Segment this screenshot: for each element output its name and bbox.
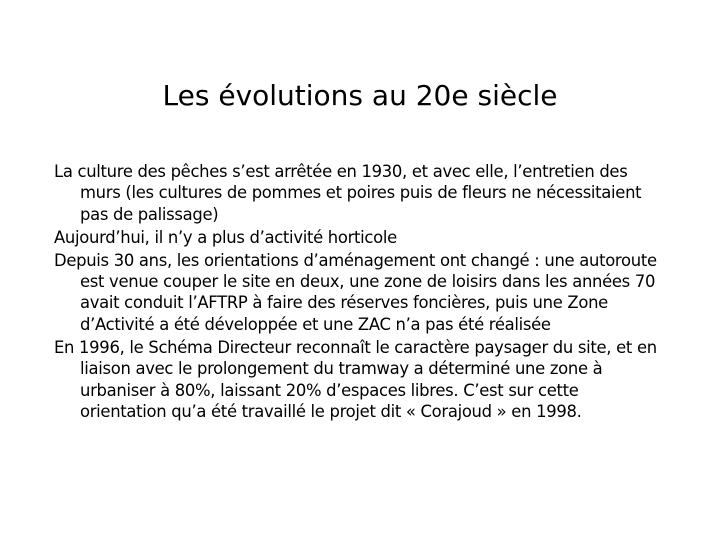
paragraph-master-plan-1996: En 1996, le Schéma Directeur reconnaît le caractère paysager du site, et en liaison avec le prolongement du tramway a déterminé une zone à urbaniser à 80%, laissant 20% d’espaces libres. C’est sur cette orientation qu’a été travaillé le projet dit « Corajoud » en 1998. [54,337,657,421]
paragraph-peach-cultivation: La culture des pêches s’est arrêtée en 1930, et avec elle, l’entretien des murs (les cultures de pommes et poires puis de fleurs ne nécessitaient pas de palissage) [54,162,642,224]
paragraph-no-horticulture: Aujourd’hui, il n’y a plus d’activité horticole [54,227,397,247]
slide-title: Les évolutions au 20e siècle [162,79,558,112]
slide-body [54,161,664,424]
paragraph-development-changes: Depuis 30 ans, les orientations d’aménagement ont changé : une autoroute est venue couper le site en deux, une zone de loisirs dans les années 70 avait conduit l’AFTRP à faire des réserves foncières, puis une Zone d’Activité a été développée et une ZAC n’a pas été réalisée [54,250,657,334]
